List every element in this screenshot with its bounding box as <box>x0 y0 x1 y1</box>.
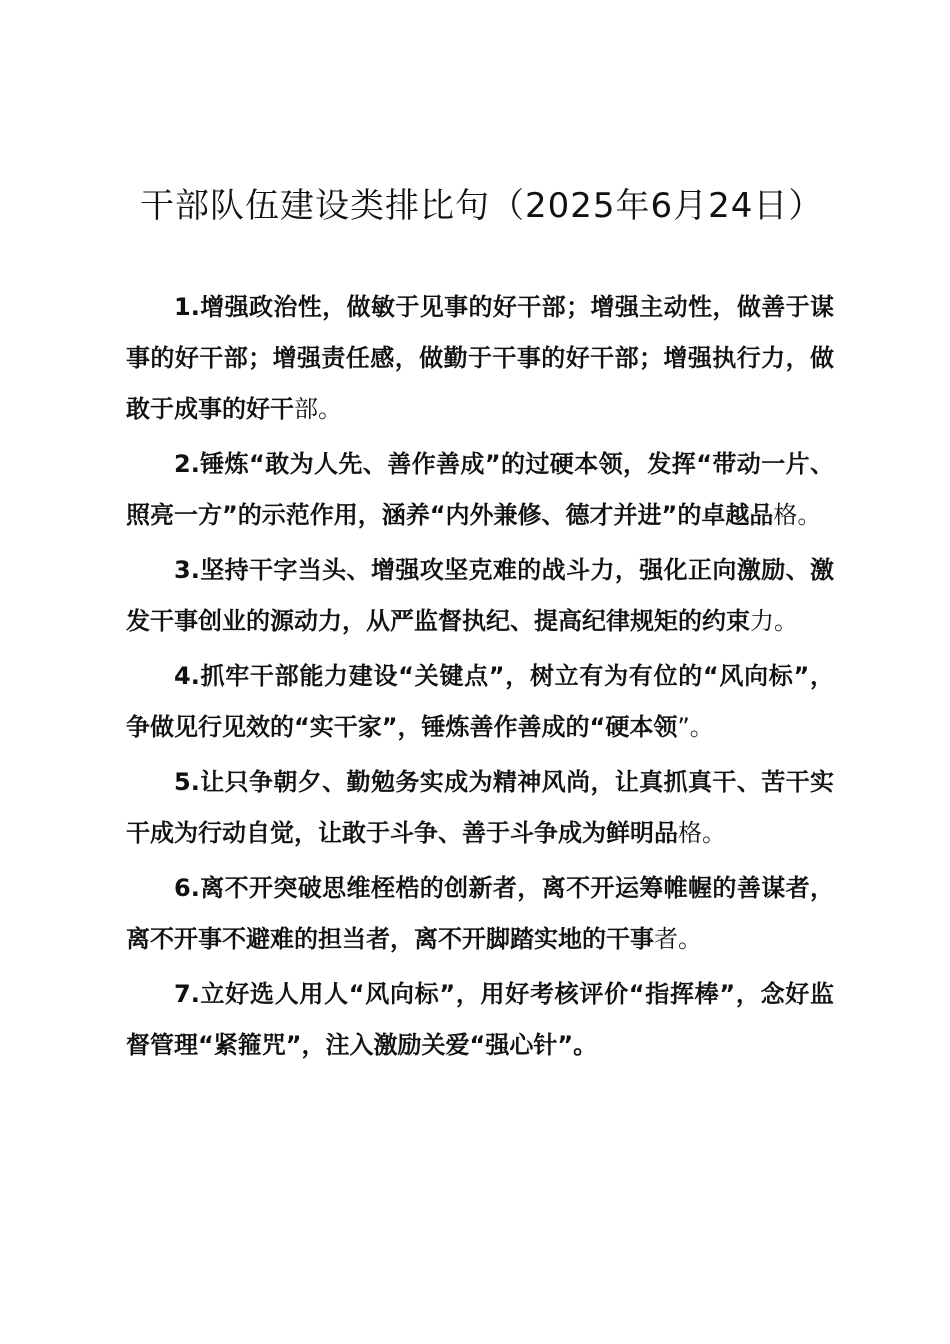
paragraph-5-text: 5.让只争朝夕、勤勉务实成为精神风尚，让真抓真干、苦干实干成为行动自觉，让敢于斗争、善于斗争成为鲜明品 <box>126 768 834 847</box>
paragraph-2-tail: 格。 <box>773 501 822 529</box>
paragraph-4-tail: ”。 <box>677 713 714 741</box>
paragraph-2-text: 2.锤炼“敢为人先、善作善成”的过硬本领，发挥“带动一片、照亮一方”的示范作用，涵养“内外兼修、德才并进”的卓越品 <box>126 450 834 529</box>
paragraph-7-text: 7.立好选人用人“风向标”，用好考核评价“指挥棒”，念好监督管理“紧箍咒”，注入激励关爱“强心针”。 <box>126 980 834 1059</box>
paragraph-4 <box>126 651 834 753</box>
paragraph-3 <box>126 545 834 647</box>
paragraph-1-tail: 部。 <box>294 395 342 423</box>
paragraph-3-text: 3.坚持干字当头、增强攻坚克难的战斗力，强化正向激励、激发干事创业的源动力，从严监督执纪、提高纪律规矩的约束 <box>126 556 834 635</box>
paragraph-3-tail: 力。 <box>750 607 798 635</box>
document-body <box>126 282 834 1075</box>
paragraph-2 <box>126 439 834 541</box>
paragraph-6-text: 6.离不开突破思维桎梏的创新者，离不开运筹帷幄的善谋者，离不开事不避难的担当者，离不开脚踏实地的干事 <box>126 874 834 953</box>
paragraph-4-text: 4.抓牢干部能力建设“关键点”，树立有为有位的“风向标”，争做见行见效的“实干家”，锤炼善作善成的“硬本领 <box>126 662 834 741</box>
paragraph-1 <box>126 282 834 435</box>
paragraph-7 <box>126 969 834 1071</box>
paragraph-5 <box>126 757 834 859</box>
document-title: 干部队伍建设类排比句（2025年6月24日） <box>140 186 824 226</box>
paragraph-5-tail: 格。 <box>678 819 726 847</box>
paragraph-6 <box>126 863 834 965</box>
paragraph-6-tail: 者。 <box>654 925 702 953</box>
paragraph-1-text: 1.增强政治性，做敏于见事的好干部；增强主动性，做善于谋事的好干部；增强责任感，做勤于干事的好干部；增强执行力，做敢于成事的好干 <box>126 293 834 423</box>
